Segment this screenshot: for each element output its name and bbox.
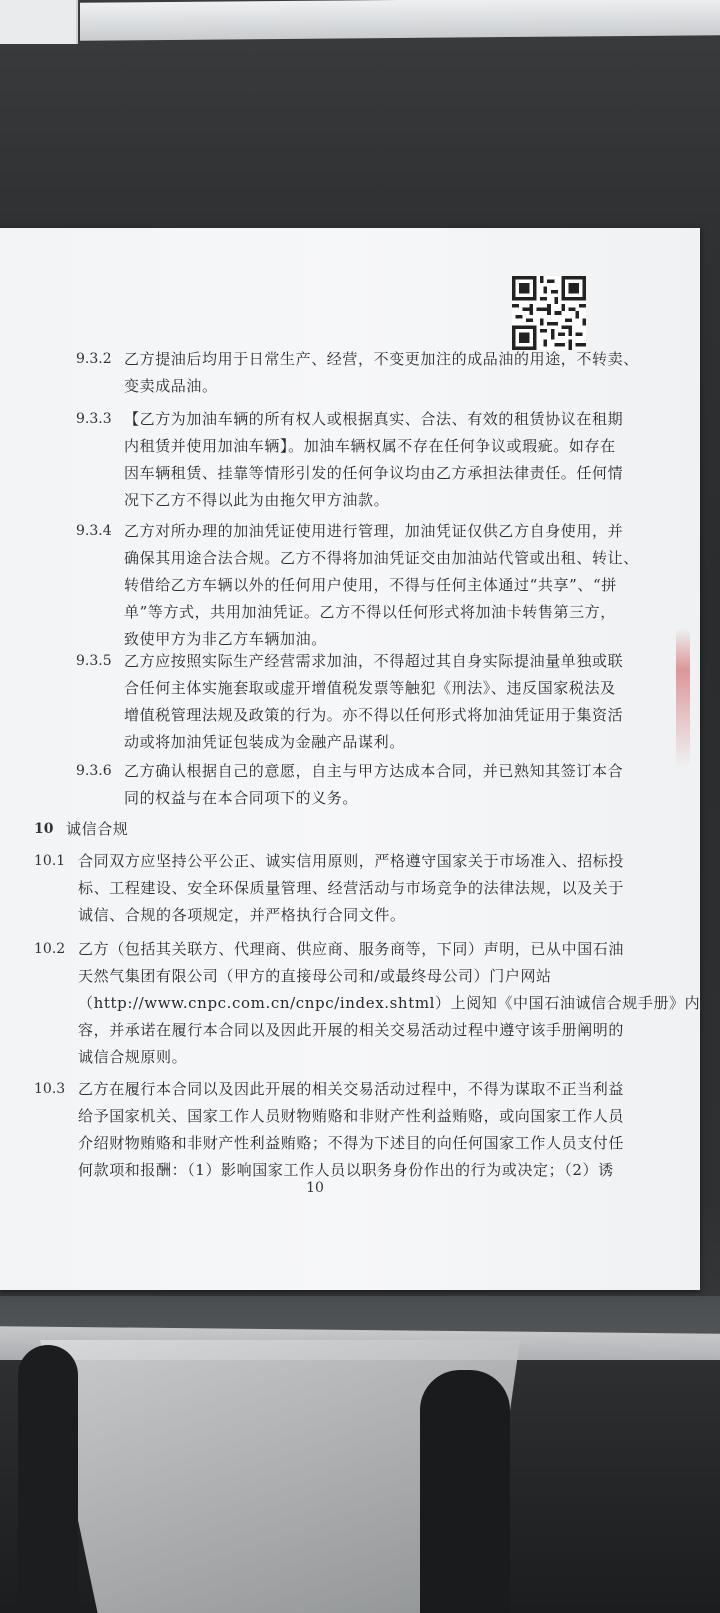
clause-number: 9.3.5 xyxy=(76,653,112,669)
section-title: 诚信合规 xyxy=(66,820,129,838)
document-page xyxy=(0,228,700,1290)
clause-text-9-3-4: 乙方对所办理的加油凭证使用进行管理，加油凭证仅供乙方自身使用，并 确保其用途合法合规。乙方不得将加油凭证交由加油站代管或出租、转让、 转借给乙方车辆以外的任何用户使用，不得与任何主体通过“共享”、“拼 单”等方式，共用加油凭证。乙方不得以任何形式将加油卡转售第三方， 致使甲方为非乙方车辆加油。 xyxy=(124,522,639,648)
clause-text-9-3-2: 乙方提油后均用于日常生产、经营，不变更加注的成品油的用途，不转卖、 变卖成品油。 xyxy=(124,350,639,395)
subclause-number: 10.2 xyxy=(34,941,66,957)
clause-number: 9.3.6 xyxy=(76,763,112,779)
top-paper-edge xyxy=(80,0,720,41)
bag-strap-left xyxy=(18,1345,78,1613)
clause-text-9-3-5: 乙方应按照实际生产经营需求加油，不得超过其自身实际提油量单独或联 合任何主体实施套取或虚开增值税发票等触犯《刑法》、违反国家税法及 增值税管理法规及政策的行为。亦不得以任何形式将加油凭证用于集资活 动或将加油凭证包装成为金融产品谋利。 xyxy=(124,652,624,751)
red-stamp-edge xyxy=(676,628,690,768)
page-number: 10 xyxy=(306,1180,324,1196)
clause-text-9-3-6: 乙方确认根据自己的意愿，自主与甲方达成本合同，并已熟知其签订本合 同的权益与在本合同项下的义务。 xyxy=(124,762,624,807)
bag-strap-right xyxy=(420,1370,510,1613)
section-number: 10 xyxy=(34,821,54,837)
clause-number: 9.3.2 xyxy=(76,351,112,367)
subclause-number: 10.3 xyxy=(34,1081,66,1097)
subclause-number: 10.1 xyxy=(34,853,66,869)
qr-code-icon xyxy=(512,276,586,350)
subclause-text-10-1: 合同双方应坚持公平公正、诚实信用原则，严格遵守国家关于市场准入、招标投 标、工程建设、安全环保质量管理、经营活动与市场竞争的法律法规，以及关于 诚信、合规的各项规定，并严格执行合同文件。 xyxy=(78,852,625,924)
top-left-paper-corner xyxy=(0,0,78,44)
subclause-text-10-3: 乙方在履行本合同以及因此开展的相关交易活动过程中，不得为谋取不正当利益 给予国家机关、国家工作人员财物贿赂和非财产性利益贿赂，或向国家工作人员 介绍财物贿赂和非财产性利益贿赂；不得为下述目的向任何国家工作人员支付任 何款项和报酬：（1）影响国家工作人员以职务身份作出的行为或决定；（2）诱 xyxy=(78,1080,625,1179)
clause-text-9-3-3: 【乙方为加油车辆的所有权人或根据真实、合法、有效的租赁协议在租期 内租赁并使用加油车辆】。加油车辆权属不存在任何争议或瑕疵。如存在 因车辆租赁、挂靠等情形引发的任何争议均由乙方承担法律责任。任何情 况下乙方不得以此为由拖欠甲方油款。 xyxy=(124,410,624,509)
subclause-text-10-2: 乙方（包括其关联方、代理商、供应商、服务商等，下同）声明，已从中国石油 天然气集团有限公司（甲方的直接母公司和/或最终母公司）门户网站 （http://www.cnpc.com.cn/cnpc/index.shtml）上阅知《中国石油诚信合规手册》内 容，并承诺在履行本合同以及因此开展的相关交易活动过程中遵守该手册阐明的 诚信合规原则。 xyxy=(78,940,701,1066)
clause-number: 9.3.4 xyxy=(76,523,112,539)
clause-number: 9.3.3 xyxy=(76,411,112,427)
